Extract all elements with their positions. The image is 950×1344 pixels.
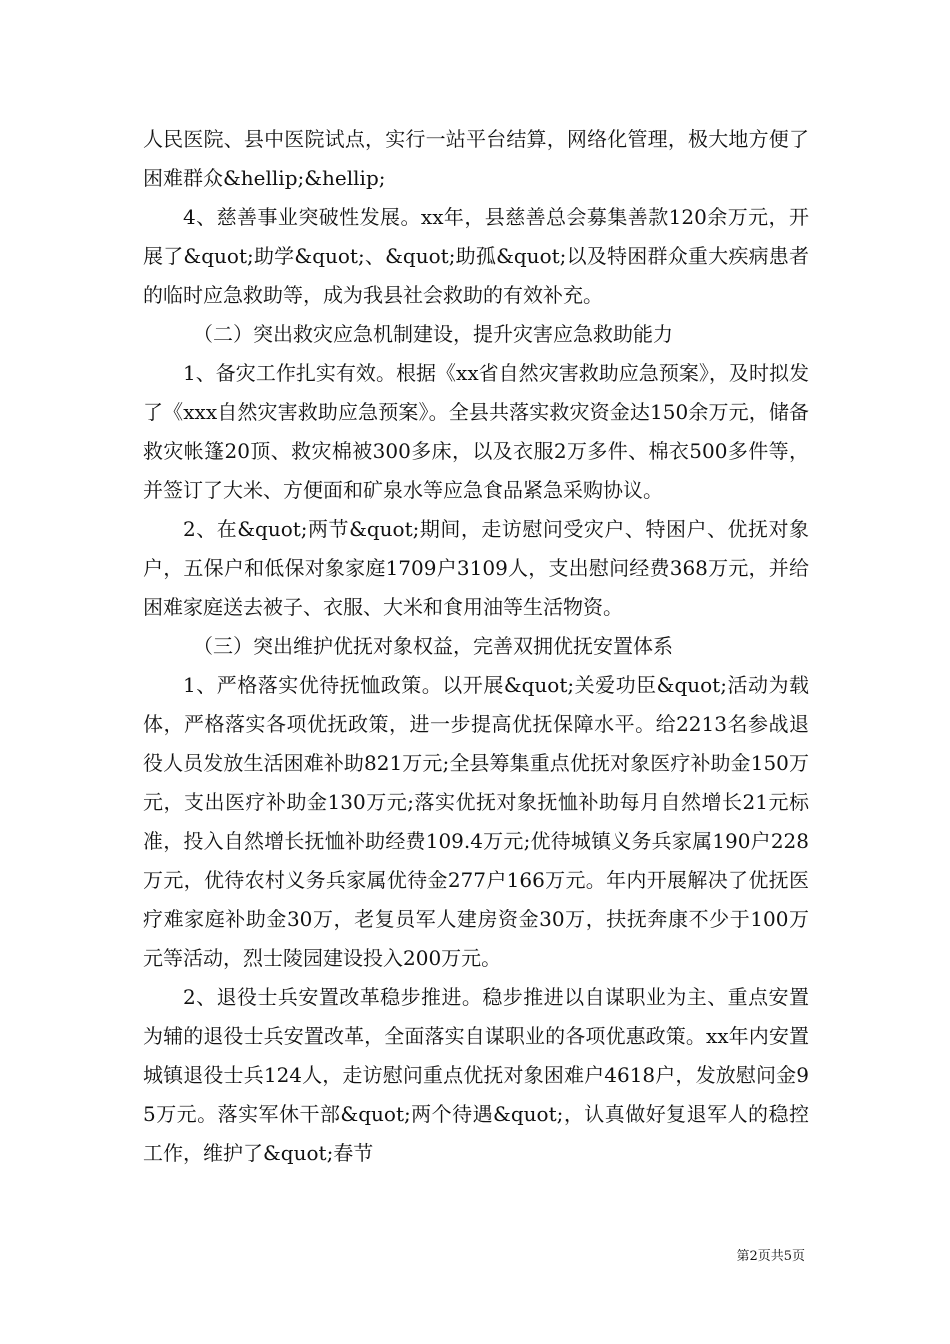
paragraph-continuation: 人民医院、县中医院试点，实行一站平台结算，网络化管理，极大地方便了困难群众&hellip;&hellip; (143, 127, 809, 190)
section-heading-veteran-rights: （三）突出维护优抚对象权益，完善双拥优抚安置体系 (193, 634, 673, 658)
paragraph-holiday-visits: 2、在&quot;两节&quot;期间，走访慰问受灾户、特困户、优抚对象户，五保户和低保对象家庭1709户3109人，支出慰问经费368万元，并给困难家庭送去被子、衣服、大米和食用油等生活物资。 (143, 517, 809, 619)
paragraph-pension-policy: 1、严格落实优待抚恤政策。以开展&quot;关爱功臣&quot;活动为载体，严格落实各项优抚政策，进一步提高优抚保障水平。给2213名参战退役人员发放生活困难补助821万元;全县筹集重点优抚对象医疗补助金150万元，支出医疗补助金130万元;落实优抚对象抚恤补助每月自然增长21元标准，投入自然增长抚恤补助经费109.4万元;优待城镇义务兵家属190户228万元，优待农村义务兵家属优待金277户166万元。年内开展解决了优抚医疗难家庭补助金30万，老复员军人建房资金30万，扶抚奔康不少于100万元等活动，烈士陵园建设投入200万元。 (143, 673, 809, 970)
section-heading-disaster-relief: （二）突出救灾应急机制建设，提升灾害应急救助能力 (193, 322, 673, 346)
paragraph-disaster-preparedness: 1、备灾工作扎实有效。根据《xx省自然灾害救助应急预案》，及时拟发了《xxx自然灾害救助应急预案》。全县共落实救灾资金达150余万元，储备救灾帐篷20顶、救灾棉被300多床，以及衣服2万多件、棉衣500多件等，并签订了大米、方便面和矿泉水等应急食品紧急采购协议。 (143, 361, 809, 502)
document-body (143, 120, 809, 1173)
paragraph-charity: 4、慈善事业突破性发展。xx年，县慈善总会募集善款120余万元，开展了&quot;助学&quot;、&quot;助孤&quot;以及特困群众重大疾病患者的临时应急救助等，成为我县社会救助的有效补充。 (143, 205, 809, 307)
paragraph-veteran-resettlement: 2、退役士兵安置改革稳步推进。稳步推进以自谋职业为主、重点安置为辅的退役士兵安置改革，全面落实自谋职业的各项优惠政策。xx年内安置城镇退役士兵124人，走访慰问重点优抚对象困难户4618户，发放慰问金95万元。落实军休干部&quot;两个待遇&quot;，认真做好复退军人的稳控工作，维护了&quot;春节 (143, 985, 809, 1165)
page-number-footer: 第2页共5页 (736, 1249, 805, 1264)
